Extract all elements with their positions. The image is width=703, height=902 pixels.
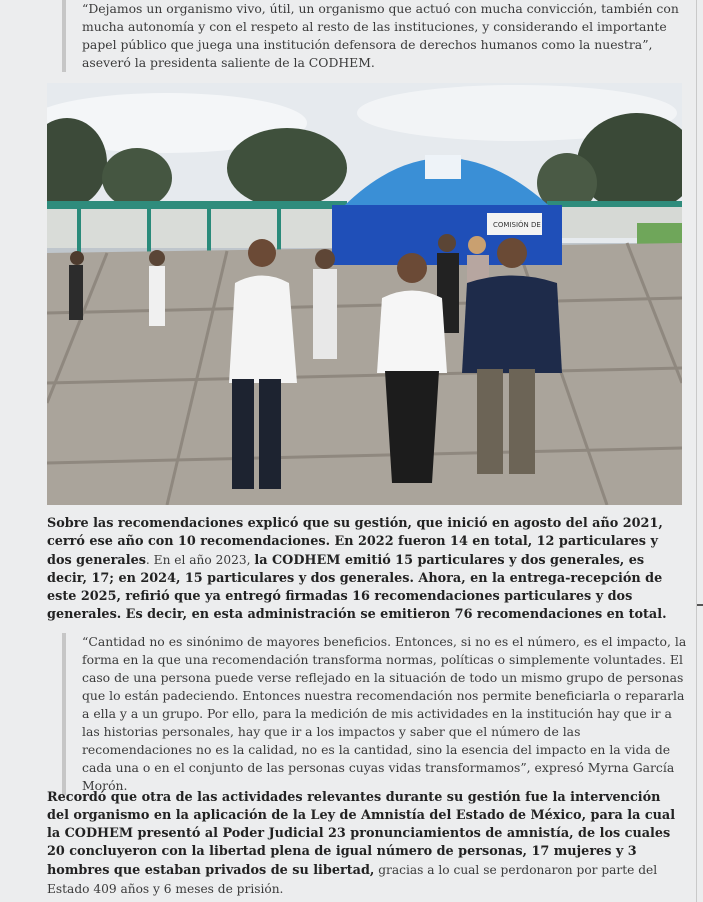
page-edge-line [696, 0, 697, 902]
recommendations-bold-1: Sobre las recomendaciones explicó que su gestión, que inició en agosto del año 2021, cerró ese año con 10 recomendaciones. En 2022 fueron 14 en total, 12 particulares y dos generales [47, 516, 663, 568]
scroll-marker [697, 604, 703, 606]
paragraph-amnesty [47, 789, 681, 899]
article-photo [47, 83, 682, 505]
quote-text: “Dejamos un organismo vivo, útil, un organismo que actuó con mucha convicción, también con mucha autonomía y con el respeto al resto de las instituciones, y considerando el importante papel público que juega una institución defensora de derechos humanos como la nuestra”, aseveró la presidenta saliente de la CODHEM. [82, 1, 679, 70]
photo-illustration [47, 83, 682, 505]
recommendations-bold-2: la CODHEM emitió 15 particulares y dos generales, es decir, 17; en 2024, 15 particulares y dos generales. Ahora, en la entrega-recepción de este 2025, refirió que ya entregó firmadas 16 recomendaciones particulares y dos generales. Es decir, en esta administración se emitieron 76 recomendaciones en total. [47, 553, 667, 622]
quote-text: “Cantidad no es sinónimo de mayores beneficios. Entonces, si no es el número, es el impacto, la forma en la que una recomendación transforma normas, políticas o simplemente voluntades. El caso de una persona puede verse reflejado en la situación de todo un mismo grupo de personas que lo están padeciendo. Entonces nuestra recomendación nos permite beneficiarla o repararla a ella y a un grupo. Por ello, para la medición de mis actividades en la institución hay que ir a las historias personales, hay que ir a los impactos y saber que el número de las recomendaciones no es la calidad, no es la cantidad, sino la esencia del impacto en la vida de cada una o en el conjunto de las personas cuyas vidas transformamos”, expresó Myrna García Morón. [82, 634, 687, 793]
dome-sign: COMISIÓN DE [493, 221, 541, 229]
amnesty-bold: Recordó que otra de las actividades relevantes durante su gestión fue la intervención del organismo en la aplicación de la Ley de Amnistía del Estado de México, para la cual la CODHEM presentó al Poder Judicial 23 pronunciamientos de amnistía, de los cuales 20 concluyeron con la libertad plena de igual número de personas, 17 mujeres y 3 hombres que estaban privados de su libertad, [47, 790, 676, 878]
amnesty-regular: gracias a lo cual se perdonaron por parte del Estado 409 años y 6 meses de prisión. [47, 863, 658, 896]
quote-codhem-president [62, 0, 682, 72]
paragraph-recommendations [47, 515, 681, 624]
recommendations-regular: . En el año 2023, [145, 553, 255, 567]
quote-myrna-garcia [62, 633, 690, 795]
